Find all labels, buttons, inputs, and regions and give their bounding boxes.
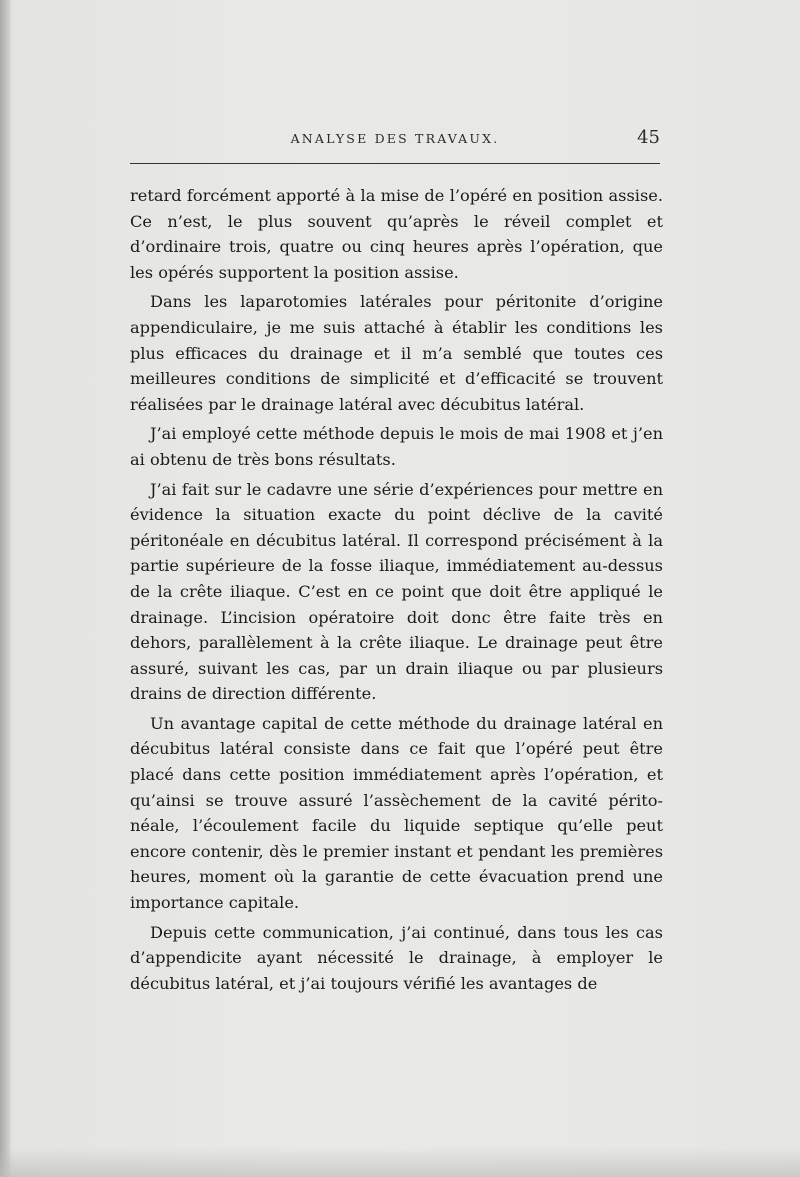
paragraph: Un avantage capital de cette méthode du drainage latéral en décubitus latéral consiste dans ce fait que l’opéré peut être placé dans cette position immédiatement après l’opération, et qu’ainsi se trouve assuré l’assèchement de la cavité périto-néale, l’écoulement facile du liquide septique qu’elle peut encore contenir, dès le premier instant et pendant les premières heures, moment où la garantie de cette évacuation prend une importance capitale. bbox=[130, 713, 663, 913]
paragraph: J’ai employé cette méthode depuis le mois de mai 1908 et j’en ai obtenu de très bons résultats. bbox=[130, 424, 663, 469]
page-bottom-shade bbox=[0, 1147, 800, 1177]
header-rule bbox=[130, 163, 660, 164]
page-binding-edge bbox=[0, 0, 10, 1177]
page-number: 45 bbox=[637, 127, 660, 148]
running-head: ANALYSE DES TRAVAUX. bbox=[290, 131, 500, 146]
paragraph: J’ai fait sur le cadavre une série d’expériences pour mettre en évidence la situation exacte du point déclive de la cavité péritonéale en décubitus latéral. Il correspond précisément à la partie supérieure de la fosse iliaque, immédiatement au-dessus de la crête iliaque. C’est en ce point que doit être appliqué le drainage. L’incision opératoire doit donc être faite très en dehors, parallèlement à la crête iliaque. Le drainage peut être assuré, suivant les cas, par un drain iliaque ou par plusieurs drains de direction différente. bbox=[130, 479, 663, 704]
paragraph: Depuis cette communication, j’ai continué, dans tous les cas d’appendicite ayant nécessité le drainage, à employer le décubitus latéral, et j’ai toujours vérifié les avantages de bbox=[130, 922, 663, 993]
paragraph: Dans les laparotomies latérales pour péritonite d’origine appendiculaire, je me suis attaché à établir les conditions les plus efficaces du drainage et il m’a semblé que toutes ces meilleures conditions de simplicité et d’efficacité se trouvent réalisées par le drainage latéral avec décubitus latéral. bbox=[130, 292, 663, 414]
paragraph-continued: retard forcément apporté à la mise de l’opéré en position assise. Ce n’est, le plus souvent qu’après le réveil complet et d’ordinaire trois, quatre ou cinq heures après l’opération, que les opérés supportent la position assise. bbox=[130, 186, 663, 282]
page-header bbox=[130, 127, 660, 151]
body-text bbox=[130, 183, 663, 996]
